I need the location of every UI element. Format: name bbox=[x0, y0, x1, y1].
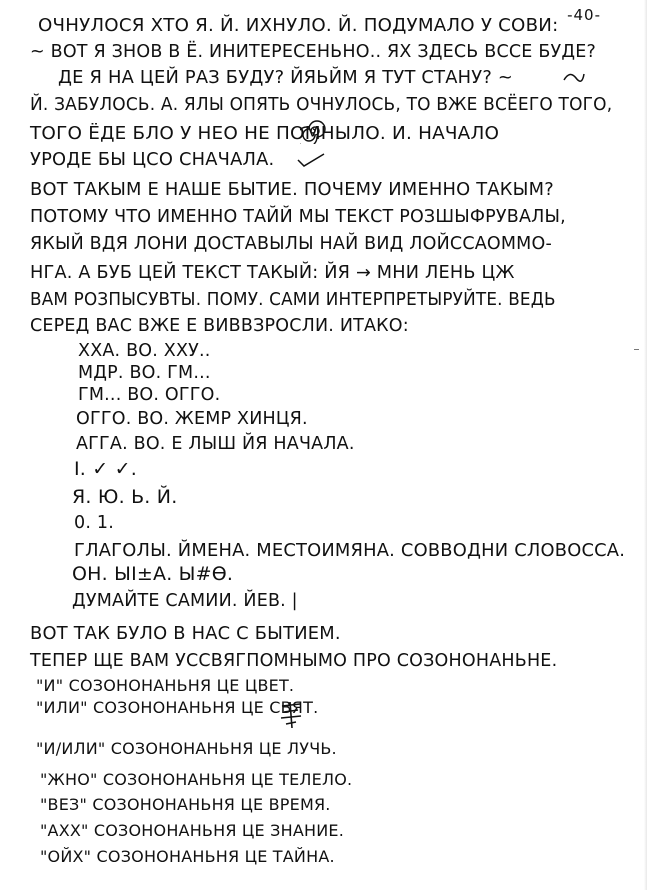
text-line: I. ✓ ✓. bbox=[74, 458, 138, 480]
text-line: "ОЙХ" СОЗОНОНАНЬНЯ ЦЕ ТАЙНА. bbox=[40, 847, 335, 866]
text-line: ВОТ ТАК БУЛО В НАС С БЫТИЕМ. bbox=[30, 624, 341, 644]
text-line: ОЧНУЛОСЯ ХТО Я. Й. ИХНУЛО. Й. ПОДУМАЛО У СОВИ: bbox=[38, 16, 559, 36]
text-line: ТЕПЕР ЩЕ ВАМ УССВЯГПОМНЫМО ПРО СОЗОНОНАНЬНЕ. bbox=[30, 651, 558, 671]
text-line: ГЛАГОЛЫ. ЙМЕНА. МЕСТОИМЯНА. СОВВОДНИ СЛОВОССА. bbox=[74, 541, 626, 561]
text-line: 0. 1. bbox=[74, 513, 114, 533]
text-line: МДР. ВО. ГМ... bbox=[78, 363, 211, 383]
text-line: "ИЛИ" СОЗОНОНАНЬНЯ ЦЕ СВЯТ. bbox=[36, 698, 319, 717]
text-line: "И" СОЗОНОНАНЬНЯ ЦЕ ЦВЕТ. bbox=[36, 676, 295, 695]
ink-blot-icon bbox=[278, 700, 304, 730]
text-line: ОГГО. ВО. ЖЕМР ХИНЦЯ. bbox=[76, 409, 308, 429]
text-line: АГГА. ВО. Е ЛЫШ ЙЯ НАЧАЛА. bbox=[76, 434, 355, 454]
text-line: Й. ЗАБУЛОСЬ. А. ЯЛЫ ОПЯТЬ ОЧНУЛОСЬ, ТО ВЖЕ ВСЁЕГО ТОГО, bbox=[30, 95, 613, 115]
text-line: НГА. А БУБ ЦЕЙ ТЕКСТ ТАКЫЙ: ЙЯ → МНИ ЛЕНЬ ЦЖ bbox=[30, 263, 515, 283]
spiral-icon bbox=[300, 118, 326, 144]
text-line: ХХА. ВО. ХХУ.. bbox=[78, 341, 211, 361]
text-line: "И/ИЛИ" СОЗОНОНАНЬНЯ ЦЕ ЛУЧЬ. bbox=[36, 739, 337, 758]
text-line: Я. Ю. Ь. Й. bbox=[72, 486, 178, 508]
text-line: "ЖНО" СОЗОНОНАНЬНЯ ЦЕ ТЕЛЕЛО. bbox=[40, 770, 353, 789]
text-line: ДЕ Я НА ЦЕЙ РАЗ БУДУ? ЙЯЬЙМ Я ТУТ СТАНУ? ~ bbox=[58, 68, 514, 88]
text-line: ГМ... ВО. ОГГО. bbox=[78, 385, 221, 405]
text-line: "АХХ" СОЗОНОНАНЬНЯ ЦЕ ЗНАНИЕ. bbox=[40, 821, 344, 840]
page-number: -40- bbox=[567, 6, 601, 24]
margin-mark bbox=[634, 349, 639, 350]
text-line: ДУМАЙТЕ САМИИ. ЙЕВ. | bbox=[72, 591, 298, 611]
text-line: СЕРЕД ВАС ВЖЕ Е ВИВВЗРОСЛИ. ИТАКО: bbox=[30, 316, 409, 336]
text-line: "ВЕЗ" СОЗОНОНАНЬНЯ ЦЕ ВРЕМЯ. bbox=[40, 795, 331, 814]
text-line: ВОТ ТАКЫМ Е НАШЕ БЫТИЕ. ПОЧЕМУ ИМЕННО ТАКЫМ? bbox=[30, 180, 554, 200]
text-line: ЯКЫЙ ВДЯ ЛОНИ ДОСТАВЫЛЫ НАЙ ВИД ЛОЙССАОММО- bbox=[30, 234, 552, 254]
text-line: ~ ВОТ Я ЗНОВ В Ё. ИНИТЕРЕСЕНЬНО.. ЯХ ЗДЕСЬ ВССЕ БУДЕ? bbox=[30, 42, 597, 62]
text-line: ВАМ РОЗПЫСУВТЫ. ПОМУ. САМИ ИНТЕРПРЕТЫРУЙТЕ. ВЕДЬ bbox=[30, 290, 556, 310]
text-line: ТОГО ЁДЕ БЛО У НЕО НЕ ПОМНЫЛО. И. НАЧАЛО bbox=[30, 124, 500, 144]
text-line: ОН. ЫI±А. Ы#Ѳ. bbox=[72, 563, 234, 585]
scribble-mark-icon bbox=[296, 150, 326, 170]
text-line: ПОТОМУ ЧТО ИМЕННО ТАЙЙ МЫ ТЕКСТ РОЗШЫФРУВАЛЫ, bbox=[30, 207, 566, 227]
swirl-icon bbox=[562, 68, 586, 86]
text-line: УРОДЕ БЫ ЦСО СНАЧАЛА. bbox=[30, 150, 275, 170]
